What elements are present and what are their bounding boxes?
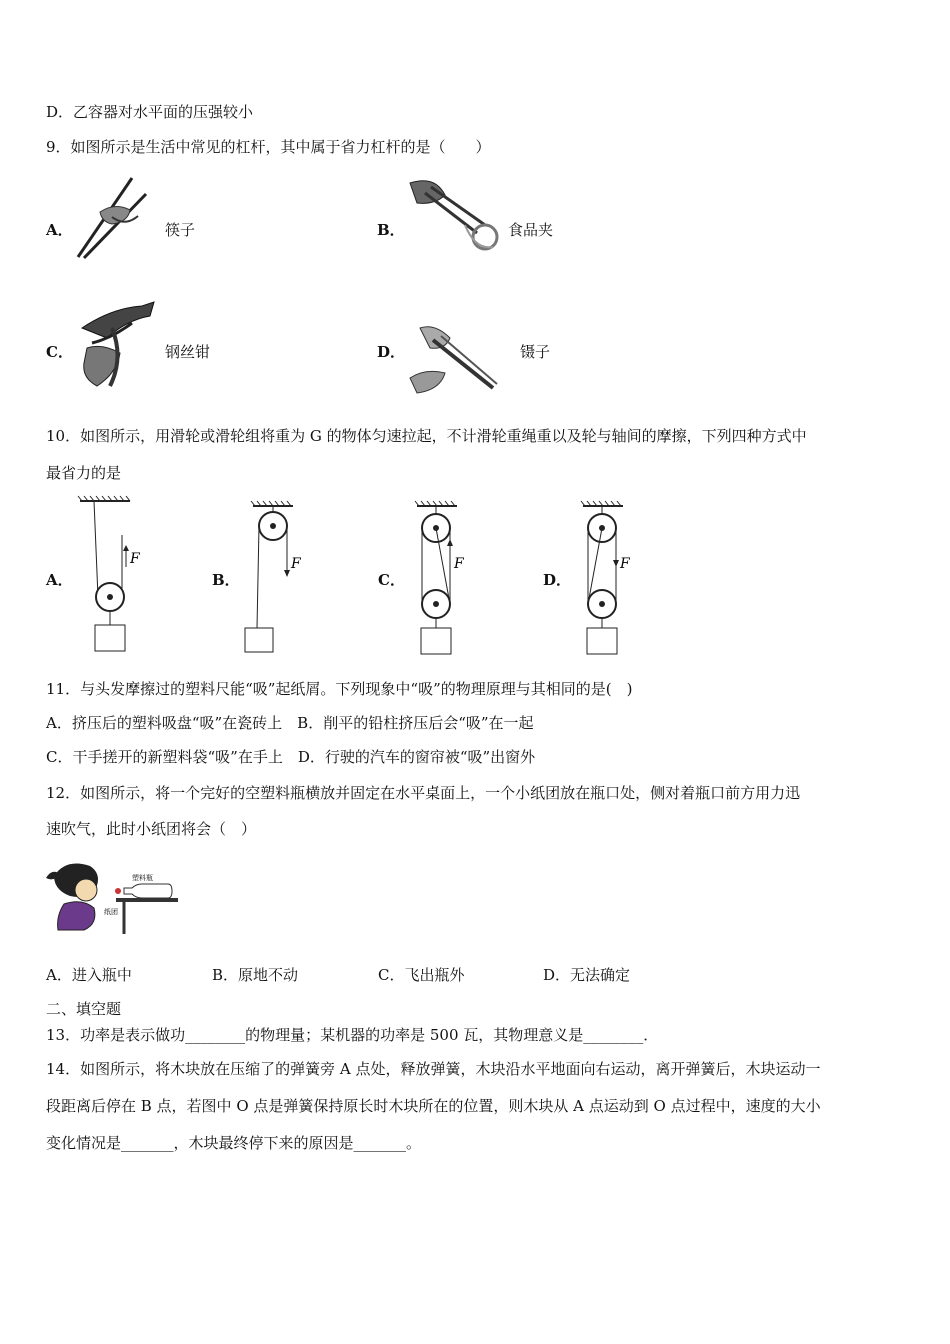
q9-option-d-key: D． (377, 343, 406, 361)
q14-line1: 14．如图所示，将木块放在压缩了的弹簧旁 A 点处，释放弹簧，木块沿水平地面向右运动，离开弹簧后，木块运动一 (46, 1060, 821, 1078)
bottle-label: 塑料瓶 (132, 875, 153, 882)
pulley-diagram-c (412, 500, 482, 660)
q14-line2: 段距离后停在 B 点，若图中 O 点是弹簧保持原长时木块所在的位置，则木块从 A 点运动到 O 点过程中，速度的大小 (46, 1097, 821, 1115)
q8-option-d: D．乙容器对水平面的压强较小 (46, 103, 254, 121)
q10-stem-line2: 最省力的是 (46, 464, 122, 482)
q9-option-c-key: C． (46, 343, 73, 361)
q12-option-d: D．无法确定 (543, 966, 631, 984)
wire-pliers-image (72, 298, 162, 390)
q9-option-d-label: 镊子 (520, 343, 551, 361)
q12-stem-line1: 12．如图所示，将一个完好的空塑料瓶横放并固定在水平桌面上，一个小纸团放在瓶口处，侧对着瓶口前方用力迅 (46, 784, 801, 802)
q9-option-c-label: 钢丝钳 (165, 343, 211, 361)
q11-stem: 11．与头发摩擦过的塑料尺能“吸”起纸屑。下列现象中“吸”的物理原理与其相同的是( ) (46, 680, 633, 698)
q12-option-a: A．进入瓶中 (46, 966, 132, 984)
pulley-diagram-a (78, 495, 158, 655)
section-heading: 二、填空题 (46, 1000, 122, 1018)
q14-line3: 变化情况是_______，木块最终停下来的原因是_______。 (46, 1134, 422, 1152)
q10-option-b-key: B． (212, 571, 240, 589)
q10-option-a-key: A． (46, 571, 73, 589)
q12-option-b: B．原地不动 (212, 966, 299, 984)
q9-option-a-label: 筷子 (165, 221, 196, 239)
q10-stem-line1: 10．如图所示，用滑轮或滑轮组将重为 G 的物体匀速拉起，不计滑轮重绳重以及轮与轴间的摩擦，下列四种方式中 (46, 427, 807, 445)
q10-option-c-key: C． (378, 571, 405, 589)
force-label-c: F (454, 556, 464, 572)
q9-stem: 9．如图所示是生活中常见的杠杆，其中属于省力杠杆的是（ ） (46, 138, 491, 156)
pulley-diagram-d (578, 500, 648, 660)
q11-options-cd: C．干手搓开的新塑料袋“吸”在手上 D．行驶的汽车的窗帘被“吸”出窗外 (46, 748, 536, 766)
q9-option-b-label: 食品夹 (508, 221, 554, 239)
q11-options-ab: A．挤压后的塑料吸盘“吸”在瓷砖上 B．削平的铅柱挤压后会“吸”在一起 (46, 714, 534, 732)
paper-ball-label: 纸团 (104, 909, 118, 916)
q9-option-b-key: B． (377, 221, 405, 239)
q10-option-d-key: D． (543, 571, 572, 589)
tweezers-image (405, 318, 500, 396)
q12-option-c: C．飞出瓶外 (378, 966, 465, 984)
force-label-d: F (620, 556, 630, 572)
blowing-bottle-image (44, 858, 179, 938)
q13-text: 13．功率是表示做功________的物理量；某机器的功率是 500 瓦，其物理意义是________． (46, 1026, 659, 1044)
force-label-a: F (130, 551, 140, 567)
chopsticks-image (70, 172, 150, 262)
q12-stem-line2: 速吹气，此时小纸团将会（ ） (46, 820, 257, 838)
q9-option-a-key: A． (46, 221, 73, 239)
force-label-b: F (291, 556, 301, 572)
pulley-diagram-b (243, 500, 313, 660)
food-tongs-image (405, 175, 500, 265)
